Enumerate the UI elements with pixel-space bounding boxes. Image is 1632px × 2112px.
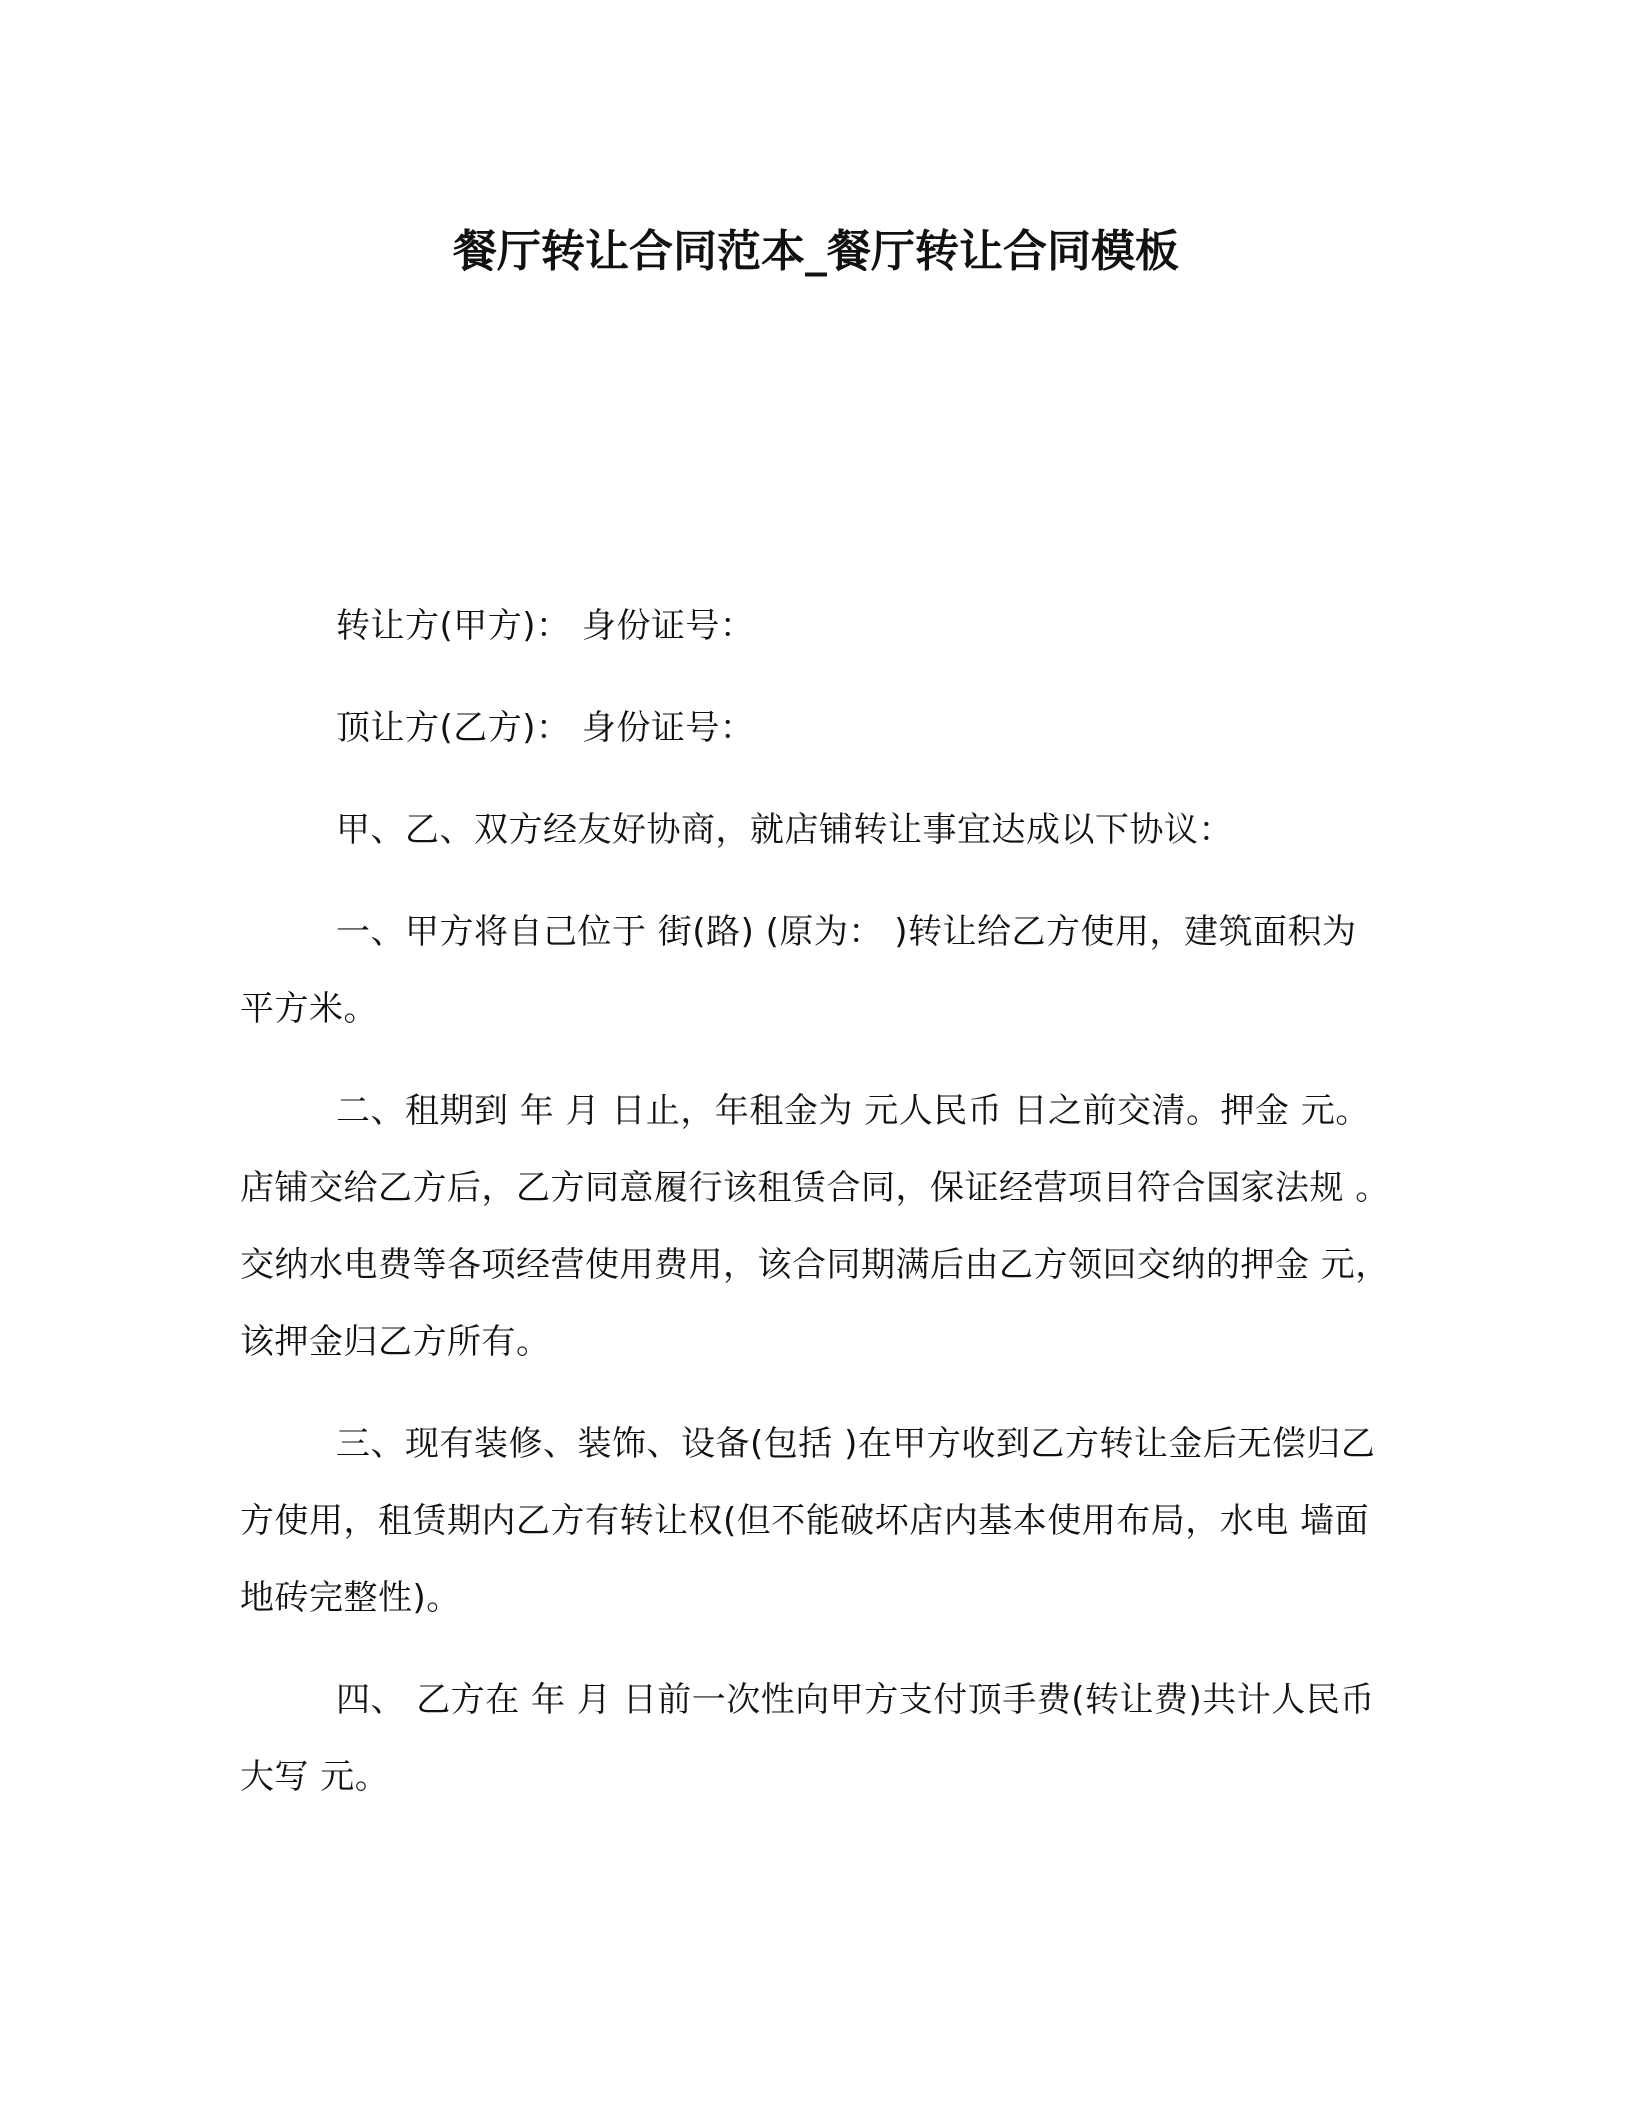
paragraph-transferee: 顶让方(乙方)： 身份证号： bbox=[336, 708, 755, 748]
paragraph-clause-1: 一、甲方将自己位于 街(路) (原为： )转让给乙方使用，建筑面积为 平方米。 bbox=[240, 912, 1357, 1029]
document-title: 餐厅转让合同范本_餐厅转让合同模板 bbox=[453, 226, 1179, 277]
paragraph-transferor: 转让方(甲方)： 身份证号： bbox=[336, 606, 755, 646]
paragraph-agreement-intro: 甲、乙、双方经友好协商，就店铺转让事宜达成以下协议： bbox=[336, 810, 1233, 850]
paragraph-clause-2: 二、租期到 年 月 日止，年租金为 元人民币 日之前交清。押金 元。店铺交给乙方后，乙方同意履行该租赁合同，保证经营项目符合国家法规 。交纳水电费等各项经营使用费用，该合同期满后由乙方领回交纳的押金 元，该押金归乙方所有。 bbox=[240, 1091, 1390, 1362]
document-body bbox=[240, 588, 1390, 1841]
paragraph-clause-3: 三、现有装修、装饰、设备(包括 )在甲方收到乙方转让金后无偿归乙方使用，租赁期内乙方有转让权(但不能破坏店内基本使用布局，水电 墙面 地砖完整性)。 bbox=[240, 1424, 1376, 1618]
paragraph-clause-4: 四、 乙方在 年 月 日前一次性向甲方支付顶手费(转让费)共计人民币大写 元。 bbox=[240, 1680, 1375, 1797]
